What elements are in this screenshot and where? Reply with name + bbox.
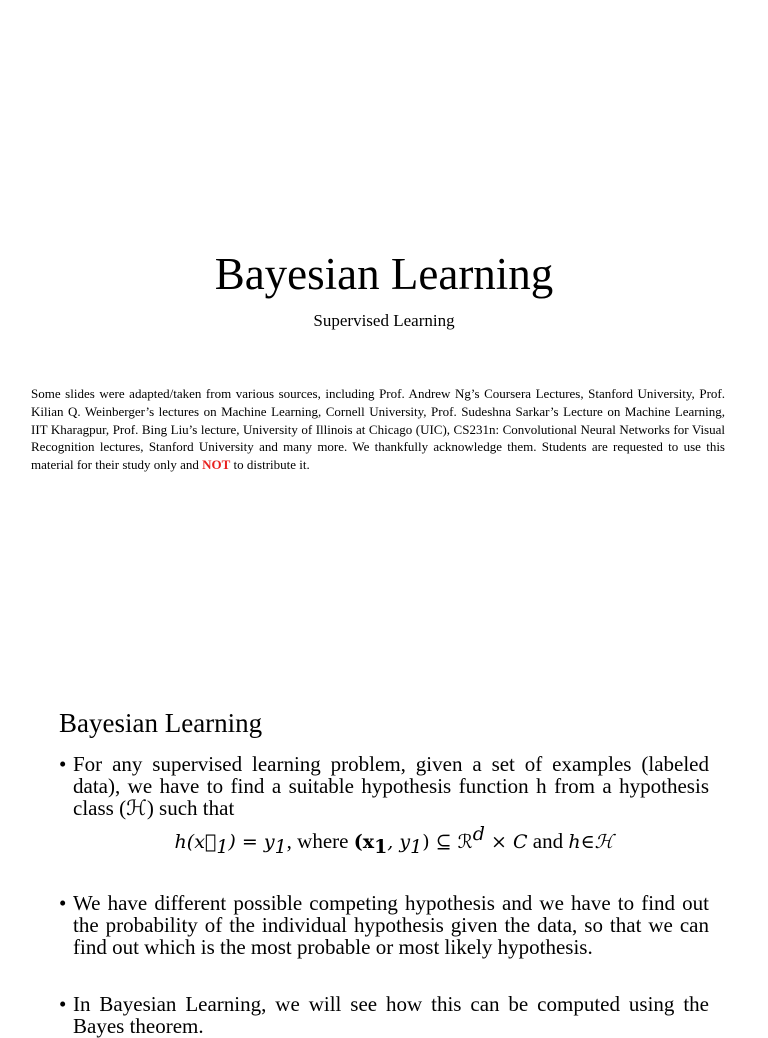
bullet-text: In Bayesian Learning, we will see how this can be computed using the Bayes theorem.	[73, 992, 709, 1038]
bullet-item	[59, 892, 709, 958]
bullet-dot-icon: •	[59, 992, 67, 1017]
bullet-dot-icon: •	[59, 891, 67, 916]
acknowledgement-paragraph	[31, 385, 725, 474]
slide-title: Bayesian Learning	[214, 249, 554, 299]
slide-subtitle: Supervised Learning	[313, 311, 455, 330]
acknowledgement-end: to distribute it.	[230, 457, 310, 473]
content-slide	[0, 660, 768, 1038]
bullet-text: For any supervised learning problem, given a set of examples (labeled data), we have to find a suitable hypothesis function h from a hypothesis class (ℋ) such that	[73, 752, 709, 820]
content-slide-title: Bayesian Learning	[59, 708, 263, 738]
bullet-text: We have different possible competing hypothesis and we have to find out the probability of the individual hypothesis given the data, so that we can find out which is the most probable or most likely hypothesis.	[73, 891, 709, 960]
bullet-item	[59, 993, 709, 1037]
acknowledgement-emphasis: NOT	[202, 457, 231, 473]
acknowledgement-text: Some slides were adapted/taken from various sources, including Prof. Andrew Ng’s Coursera Lectures, Stanford University, Prof. Kilian Q. Weinberger’s lectures on Machine Learning, Cornell University, Prof. Sudeshna Sarkar’s Lecture on Machine Learning, IIT Kharagpur, Prof. Bing Liu’s lecture, University of Illinois at Chicago (UIC), CS231n: Convolutional Neural Networks for Visual Recognition lectures, Stanford University and many more. We thankfully acknowledge them. Students are requested to use this material for their study only and	[31, 386, 725, 473]
bullet-list	[59, 753, 709, 1037]
hypothesis-formula: $h(x⃗_1) = y_1$, where ($x_1$, $y_1$) ⊆ ℛ$^d$ × C and h∈ℋ	[174, 823, 614, 859]
bullet-dot-icon: •	[59, 752, 67, 776]
bullet-item	[59, 753, 709, 862]
